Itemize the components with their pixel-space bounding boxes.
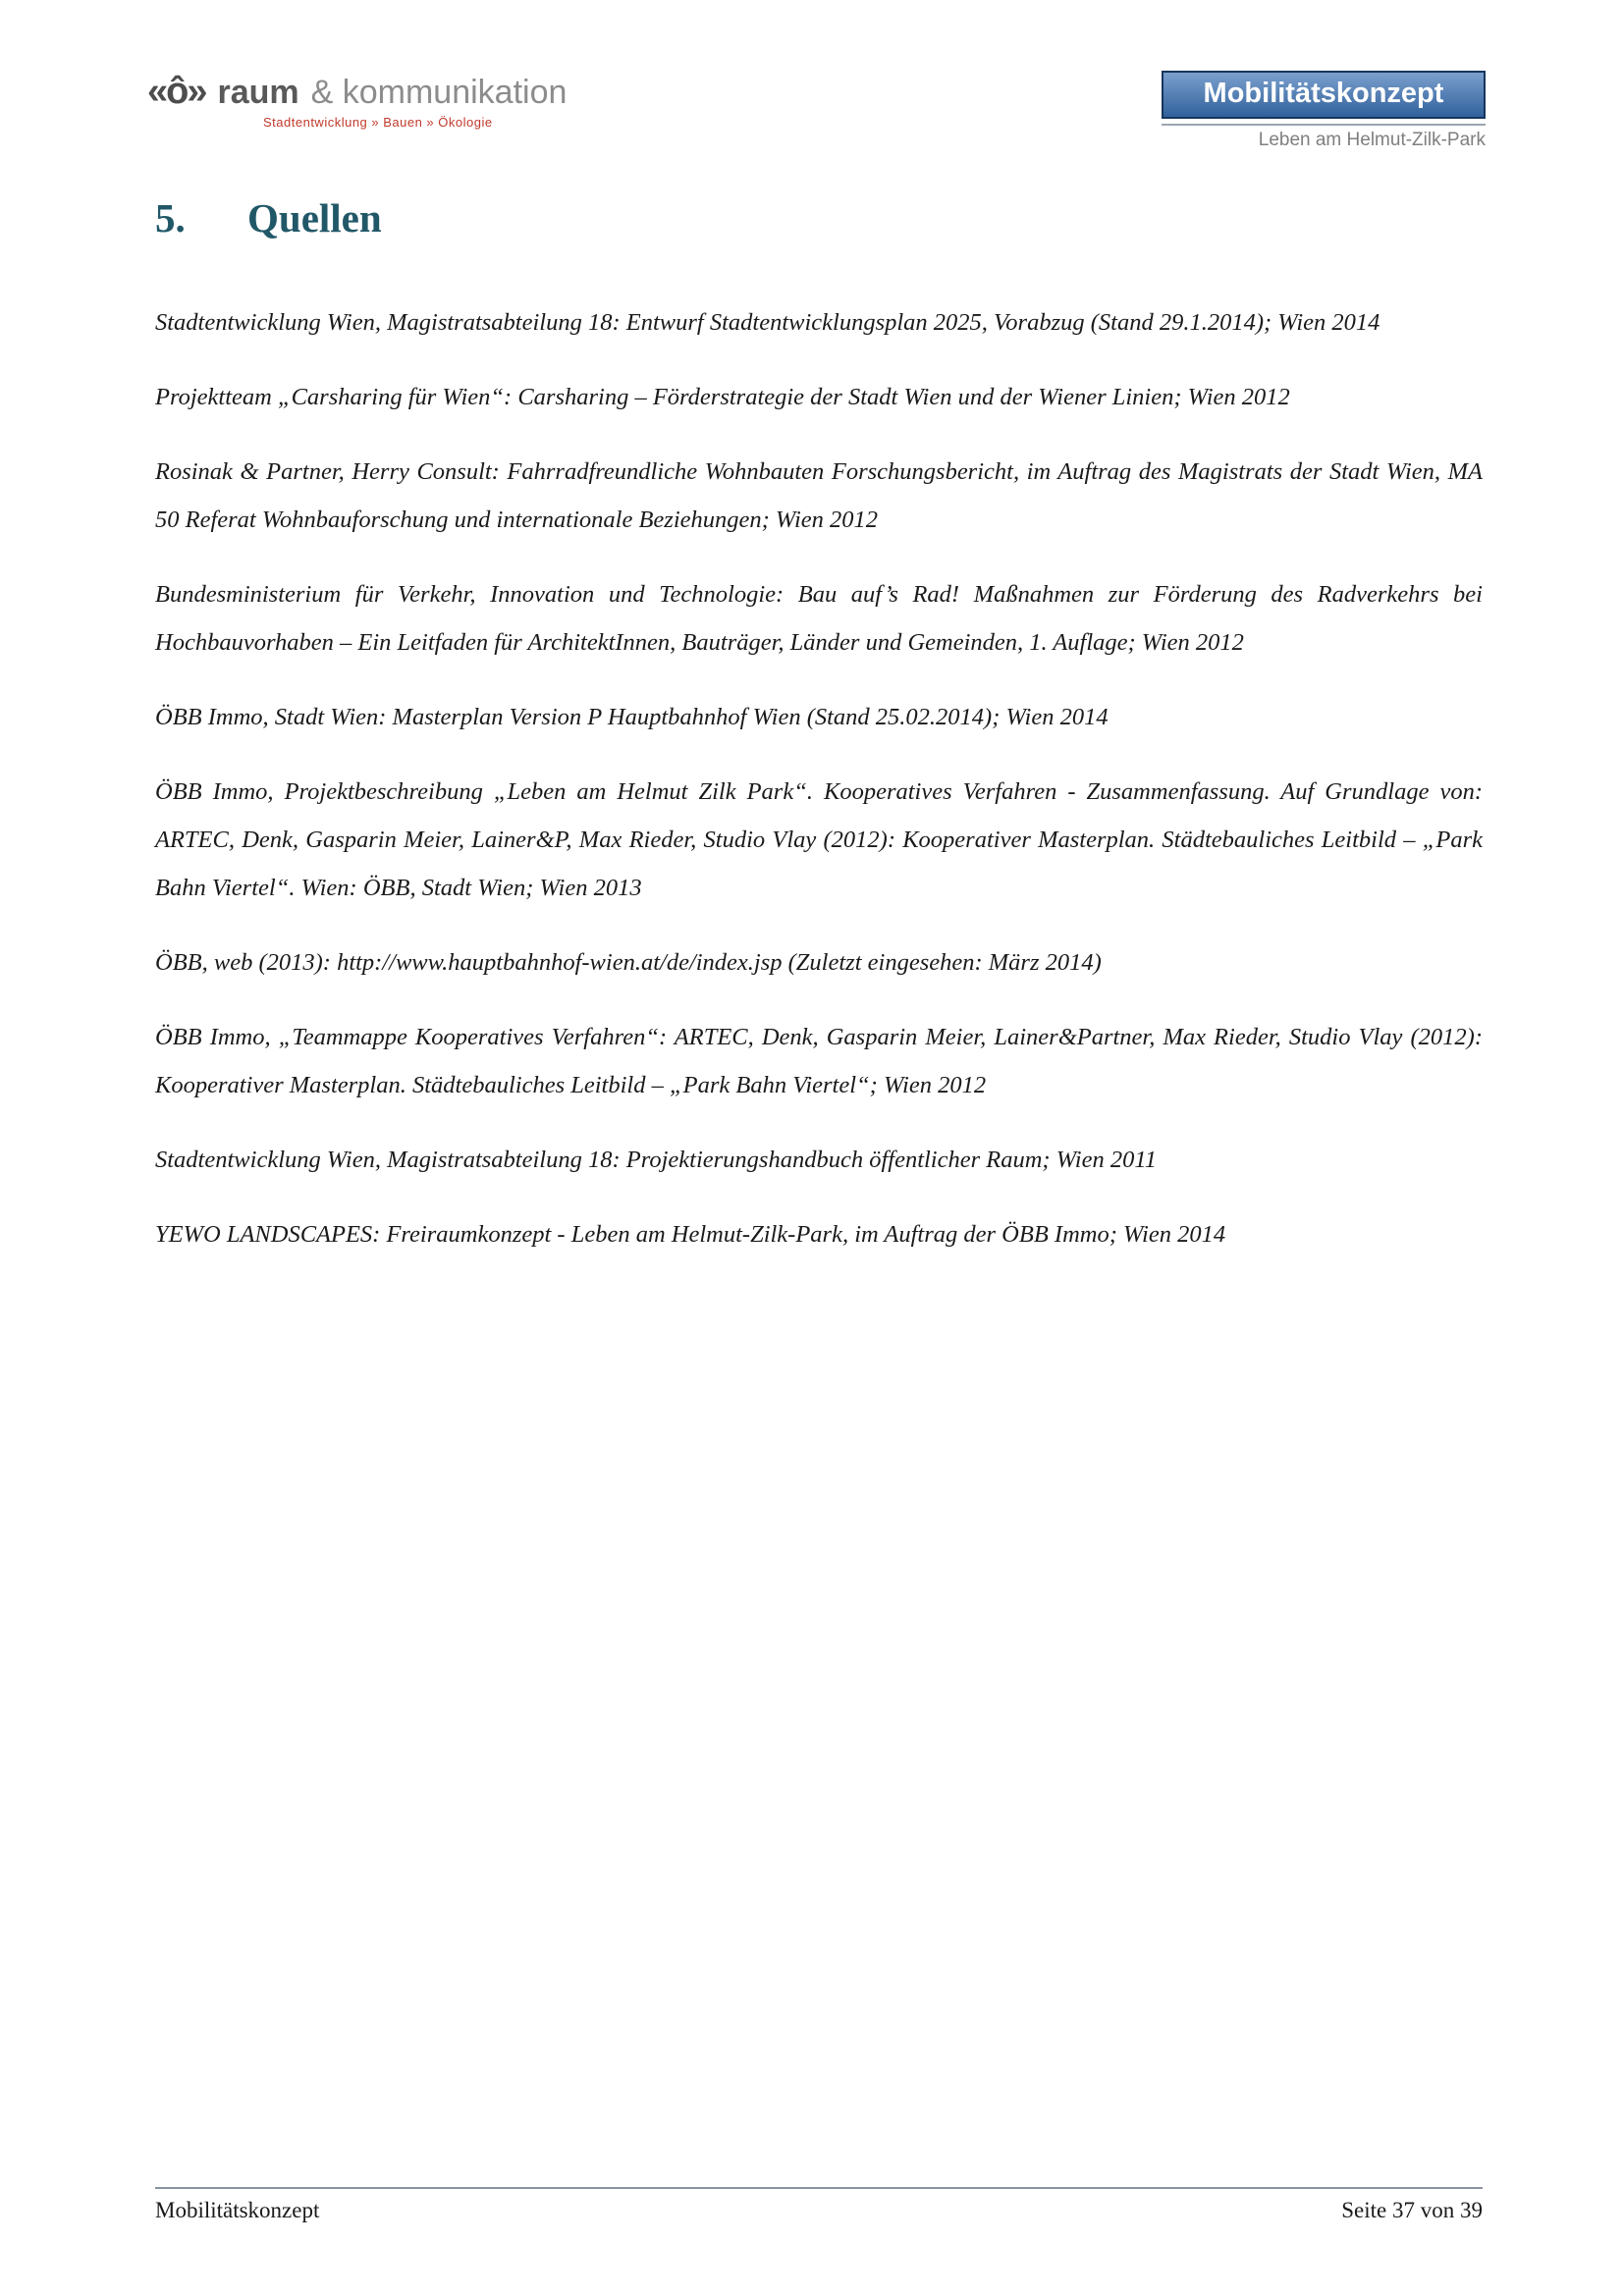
source-paragraph: ÖBB Immo, „Teammappe Kooperatives Verfahren“: ARTEC, Denk, Gasparin Meier, Lainer&Partner, Max Rieder, Studio Vlay (2012): Kooperativer Masterplan. Städtebauliches Leitbild – „Park Bahn Viertel“; Wien 2012 xyxy=(155,1024,1483,1098)
footer-row xyxy=(155,2198,1483,2223)
source-paragraph: Projektteam „Carsharing für Wien“: Carsharing – Förderstrategie der Stadt Wien und der Wiener Linien; Wien 2012 xyxy=(155,384,1290,410)
source-paragraph: ÖBB Immo, Projektbeschreibung „Leben am Helmut Zilk Park“. Kooperatives Verfahren - Zusammenfassung. Auf Grundlage von: ARTEC, Denk, Gasparin Meier, Lainer&P, Max Rieder, Studio Vlay (2012): Kooperativer Masterplan. Städtebauliches Leitbild – „Park Bahn Viertel“. Wien: ÖBB, Stadt Wien; Wien 2013 xyxy=(155,778,1483,901)
badge-divider xyxy=(1162,124,1486,126)
section-title: Quellen xyxy=(247,195,382,240)
source-paragraph: Bundesministerium für Verkehr, Innovation und Technologie: Bau auf’s Rad! Maßnahmen zur Förderung des Radverkehrs bei Hochbauvorhaben – Ein Leitfaden für ArchitektInnen, Bauträger, Länder und Gemeinden, 1. Auflage; Wien 2012 xyxy=(155,581,1483,656)
section-heading xyxy=(155,194,1483,241)
raum-kommunikation-logo xyxy=(147,71,567,130)
logo-name-rest: & kommunikation xyxy=(310,74,568,111)
logo-tagline: Stadtentwicklung » Bauen » Ökologie xyxy=(263,115,493,130)
mobility-concept-badge xyxy=(1162,71,1486,151)
source-paragraph: Stadtentwicklung Wien, Magistratsabteilung 18: Entwurf Stadtentwicklungsplan 2025, Vorabzug (Stand 29.1.2014); Wien 2014 xyxy=(155,309,1380,336)
section-number: 5. xyxy=(155,195,186,240)
logo-name-bold: raum xyxy=(217,74,299,111)
logo-icon: «ô» xyxy=(147,71,206,112)
source-paragraph: ÖBB, web (2013): http://www.hauptbahnhof-wien.at/de/index.jsp (Zuletzt eingesehen: März 2014) xyxy=(155,949,1102,976)
source-paragraph: Stadtentwicklung Wien, Magistratsabteilung 18: Projektierungshandbuch öffentlicher Raum; Wien 2011 xyxy=(155,1147,1158,1173)
logo-row xyxy=(147,71,567,113)
footer-document-title: Mobilitätskonzept xyxy=(155,2198,320,2222)
footer-divider xyxy=(155,2187,1483,2189)
source-paragraph: YEWO LANDSCAPES: Freiraumkonzept - Leben am Helmut-Zilk-Park, im Auftrag der ÖBB Immo; Wien 2014 xyxy=(155,1221,1226,1248)
badge-title: Mobilitätskonzept xyxy=(1162,71,1486,119)
main-content xyxy=(155,194,1483,1258)
badge-subtitle: Leben am Helmut-Zilk-Park xyxy=(1258,130,1486,150)
source-paragraph: ÖBB Immo, Stadt Wien: Masterplan Version P Hauptbahnhof Wien (Stand 25.02.2014); Wien 2014 xyxy=(155,704,1109,730)
page-header xyxy=(147,71,1486,151)
footer-page-number: Seite 37 von 39 xyxy=(1341,2198,1483,2222)
source-paragraph: Rosinak & Partner, Herry Consult: Fahrradfreundliche Wohnbauten Forschungsbericht, im Auftrag des Magistrats der Stadt Wien, MA 50 Referat Wohnbauforschung und internationale Beziehungen; Wien 2012 xyxy=(155,458,1483,533)
page-footer xyxy=(155,2187,1483,2223)
